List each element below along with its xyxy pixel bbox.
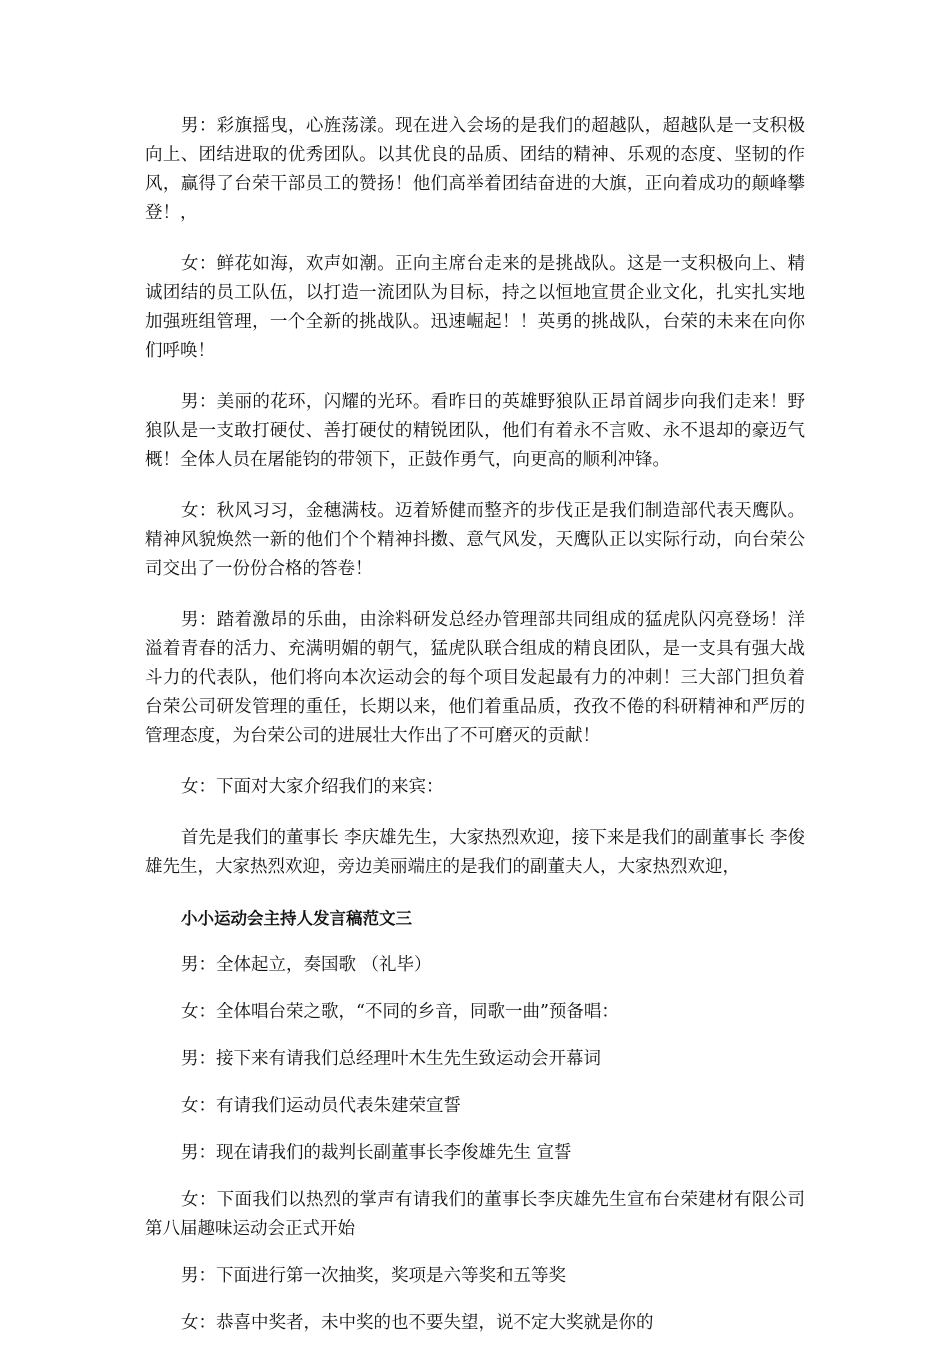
paragraph-athlete-oath: 女：有请我们运动员代表朱建荣宣誓 (181, 1096, 461, 1116)
paragraph-chaoyue-team: 男：彩旗摇曳，心旌荡漾。现在进入会场的是我们的超越队，超越队是一支积极向上、团结进取的优秀团队。以其优良的品质、团结的精神、乐观的态度、坚韧的作风，赢得了台荣干部员工的赞扬！他们高举着团结奋进的大旗，正向着成功的颠峰攀登！， (145, 116, 805, 223)
paragraph-national-anthem: 男：全体起立，奏国歌 （礼毕） (181, 955, 432, 975)
paragraph-opening-speech: 男：接下来有请我们总经理叶木生先生致运动会开幕词 (181, 1049, 601, 1069)
paragraph-company-song: 女：全体唱台荣之歌，“不同的乡音，同歌一曲”预备唱： (181, 1002, 619, 1022)
paragraph-first-draw: 男：下面进行第一次抽奖，奖项是六等奖和五等奖 (181, 1266, 566, 1286)
paragraph-tiaozhan-team: 女：鲜花如海，欢声如潮。正向主席台走来的是挑战队。这是一支积极向上、精诚团结的员工队伍，以打造一流团队为目标，持之以恒地宣贯企业文化，扎实扎实地加强班组管理，一个全新的挑战队。迅速崛起！！英勇的挑战队，台荣的未来在向你们呼唤！ (145, 254, 805, 361)
paragraph-tianying-team: 女：秋风习习，金穗满枝。迈着矫健而整齐的步伐正是我们制造部代表天鹰队。精神风貌焕然一新的他们个个精神抖擞、意气风发，天鹰队正以实际行动，向台荣公司交出了一份份合格的答卷！ (145, 501, 805, 579)
document-body (145, 112, 805, 1356)
paragraph-referee-oath: 男：现在请我们的裁判长副董事长李俊雄先生 宣誓 (181, 1143, 572, 1163)
paragraph-yelang-team: 男：美丽的花环，闪耀的光环。看昨日的英雄野狼队正昂首阔步向我们走来！野狼队是一支敢打硬仗、善打硬仗的精锐团队，他们有着永不言败、永不退却的豪迈气概！全体人员在屠能钧的带领下，正鼓作勇气，向更高的顺利冲锋。 (145, 392, 805, 470)
paragraph-congratulations: 女：恭喜中奖者，未中奖的也不要失望，说不定大奖就是你的 (181, 1313, 654, 1333)
paragraph-guest-list: 首先是我们的董事长 李庆雄先生，大家热烈欢迎，接下来是我们的副董事长 李俊雄先生，大家热烈欢迎，旁边美丽端庄的是我们的副董夫人，大家热烈欢迎， (145, 828, 805, 877)
section-heading: 小小运动会主持人发言稿范文三 (181, 909, 412, 928)
paragraph-menghu-team: 男：踏着激昂的乐曲，由涂料研发总经办管理部共同组成的猛虎队闪亮登场！洋溢着青春的活力、充满明媚的朝气，猛虎队联合组成的精良团队，是一支具有强大战斗力的代表队，他们将向本次运动会的每个项目发起最有力的冲刺！三大部门担负着台荣公司研发管理的重任，长期以来，他们着重品质，孜孜不倦的科研精神和严厉的管理态度，为台荣公司的进展壮大作出了不可磨灭的贡献！ (145, 610, 805, 746)
paragraph-opening-announcement: 女：下面我们以热烈的掌声有请我们的董事长李庆雄先生宣布台荣建材有限公司第八届趣味运动会正式开始 (145, 1190, 805, 1239)
paragraph-guest-intro: 女：下面对大家介绍我们的来宾： (181, 777, 444, 797)
